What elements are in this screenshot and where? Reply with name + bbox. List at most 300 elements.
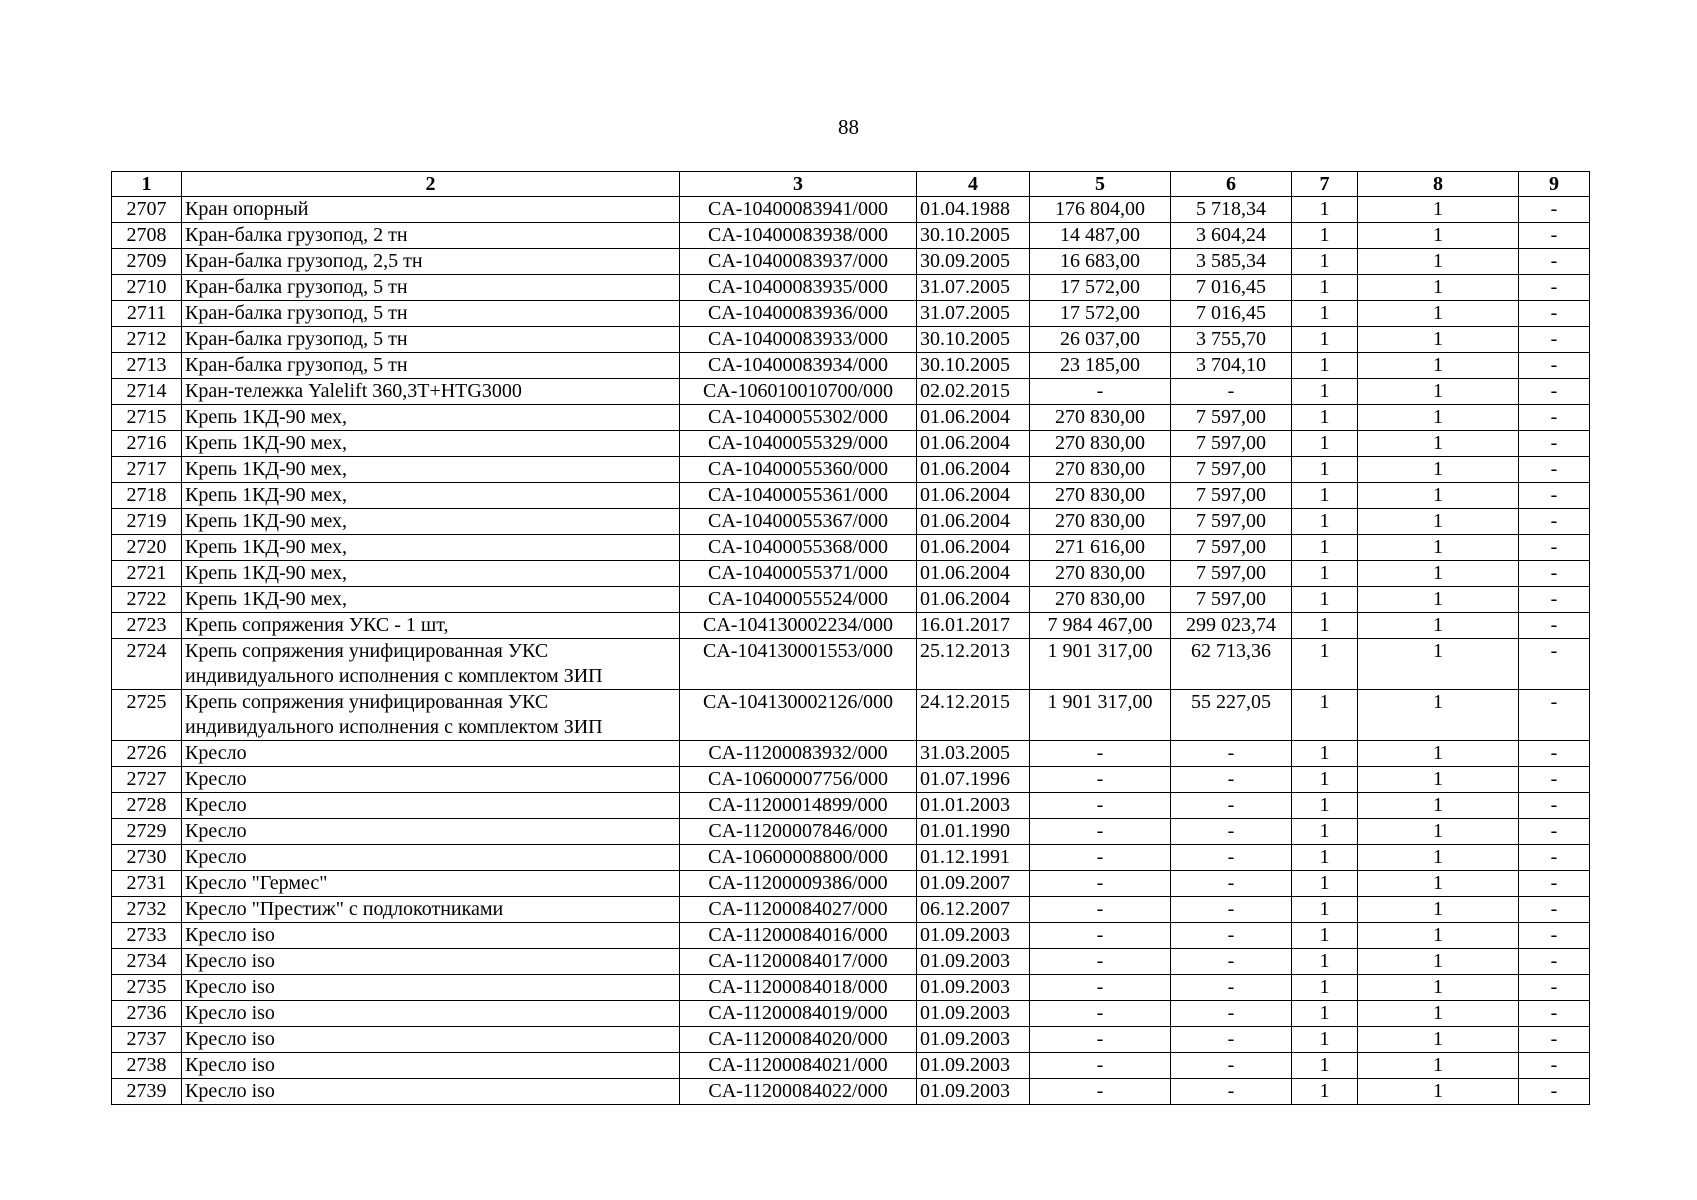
note-cell: - bbox=[1519, 639, 1590, 690]
quantity-cell: 1 bbox=[1292, 535, 1358, 561]
initial-cost-cell: - bbox=[1030, 897, 1171, 923]
note-cell: - bbox=[1519, 483, 1590, 509]
table-row bbox=[112, 405, 1590, 431]
item-name-cell: Кресло bbox=[182, 845, 680, 871]
quantity-confirmed-cell: 1 bbox=[1358, 639, 1519, 690]
residual-cost-cell: 7 597,00 bbox=[1171, 587, 1292, 613]
residual-cost-cell: 3 585,34 bbox=[1171, 249, 1292, 275]
note-cell: - bbox=[1519, 457, 1590, 483]
table-body bbox=[112, 197, 1590, 1105]
quantity-cell: 1 bbox=[1292, 275, 1358, 301]
quantity-cell: 1 bbox=[1292, 405, 1358, 431]
quantity-cell: 1 bbox=[1292, 690, 1358, 741]
inventory-code-cell: CA-11200084018/000 bbox=[680, 975, 917, 1001]
quantity-confirmed-cell: 1 bbox=[1358, 249, 1519, 275]
table-row bbox=[112, 871, 1590, 897]
residual-cost-cell: 3 604,24 bbox=[1171, 223, 1292, 249]
initial-cost-cell: 23 185,00 bbox=[1030, 353, 1171, 379]
residual-cost-cell: - bbox=[1171, 975, 1292, 1001]
residual-cost-cell: - bbox=[1171, 923, 1292, 949]
initial-cost-cell: 16 683,00 bbox=[1030, 249, 1171, 275]
date-cell: 30.10.2005 bbox=[917, 223, 1030, 249]
quantity-confirmed-cell: 1 bbox=[1358, 535, 1519, 561]
initial-cost-cell: - bbox=[1030, 741, 1171, 767]
row-number-cell: 2724 bbox=[112, 639, 182, 690]
residual-cost-cell: 7 597,00 bbox=[1171, 457, 1292, 483]
table-row bbox=[112, 690, 1590, 741]
quantity-cell: 1 bbox=[1292, 1001, 1358, 1027]
quantity-cell: 1 bbox=[1292, 741, 1358, 767]
quantity-confirmed-cell: 1 bbox=[1358, 767, 1519, 793]
residual-cost-cell: - bbox=[1171, 845, 1292, 871]
table-row bbox=[112, 767, 1590, 793]
inventory-code-cell: CA-11200084020/000 bbox=[680, 1027, 917, 1053]
date-cell: 01.09.2003 bbox=[917, 1053, 1030, 1079]
residual-cost-cell: 7 597,00 bbox=[1171, 405, 1292, 431]
page-number: 88 bbox=[838, 115, 859, 139]
quantity-cell: 1 bbox=[1292, 509, 1358, 535]
initial-cost-cell: - bbox=[1030, 949, 1171, 975]
initial-cost-cell: 270 830,00 bbox=[1030, 457, 1171, 483]
table-row bbox=[112, 327, 1590, 353]
note-cell: - bbox=[1519, 741, 1590, 767]
quantity-confirmed-cell: 1 bbox=[1358, 897, 1519, 923]
initial-cost-cell: - bbox=[1030, 1053, 1171, 1079]
initial-cost-cell: 270 830,00 bbox=[1030, 483, 1171, 509]
quantity-cell: 1 bbox=[1292, 949, 1358, 975]
quantity-cell: 1 bbox=[1292, 379, 1358, 405]
row-number-cell: 2723 bbox=[112, 613, 182, 639]
row-number-cell: 2731 bbox=[112, 871, 182, 897]
residual-cost-cell: - bbox=[1171, 819, 1292, 845]
row-number-cell: 2737 bbox=[112, 1027, 182, 1053]
inventory-code-cell: CA-11200084021/000 bbox=[680, 1053, 917, 1079]
quantity-confirmed-cell: 1 bbox=[1358, 923, 1519, 949]
table-row bbox=[112, 223, 1590, 249]
table-row bbox=[112, 301, 1590, 327]
item-name-cell: Крепь 1КД-90 мех, bbox=[182, 431, 680, 457]
inventory-code-cell: CA-10600008800/000 bbox=[680, 845, 917, 871]
inventory-code-cell: CA-10400055524/000 bbox=[680, 587, 917, 613]
date-cell: 01.06.2004 bbox=[917, 561, 1030, 587]
date-cell: 01.09.2003 bbox=[917, 949, 1030, 975]
quantity-confirmed-cell: 1 bbox=[1358, 1027, 1519, 1053]
quantity-confirmed-cell: 1 bbox=[1358, 379, 1519, 405]
inventory-code-cell: CA-11200083932/000 bbox=[680, 741, 917, 767]
row-number-cell: 2707 bbox=[112, 197, 182, 223]
table-row bbox=[112, 1079, 1590, 1105]
table-row bbox=[112, 1053, 1590, 1079]
note-cell: - bbox=[1519, 949, 1590, 975]
table-row bbox=[112, 819, 1590, 845]
row-number-cell: 2708 bbox=[112, 223, 182, 249]
note-cell: - bbox=[1519, 431, 1590, 457]
quantity-cell: 1 bbox=[1292, 457, 1358, 483]
date-cell: 01.06.2004 bbox=[917, 457, 1030, 483]
date-cell: 01.12.1991 bbox=[917, 845, 1030, 871]
row-number-cell: 2729 bbox=[112, 819, 182, 845]
date-cell: 01.06.2004 bbox=[917, 431, 1030, 457]
table-row bbox=[112, 639, 1590, 690]
quantity-confirmed-cell: 1 bbox=[1358, 561, 1519, 587]
initial-cost-cell: 7 984 467,00 bbox=[1030, 613, 1171, 639]
quantity-cell: 1 bbox=[1292, 871, 1358, 897]
table-row bbox=[112, 275, 1590, 301]
date-cell: 01.06.2004 bbox=[917, 535, 1030, 561]
table-row bbox=[112, 975, 1590, 1001]
residual-cost-cell: - bbox=[1171, 1079, 1292, 1105]
date-cell: 01.06.2004 bbox=[917, 509, 1030, 535]
item-name-cell: Кресло iso bbox=[182, 1027, 680, 1053]
date-cell: 01.09.2003 bbox=[917, 1027, 1030, 1053]
initial-cost-cell: - bbox=[1030, 975, 1171, 1001]
inventory-code-cell: CA-10400055329/000 bbox=[680, 431, 917, 457]
inventory-code-cell: CA-104130002234/000 bbox=[680, 613, 917, 639]
quantity-confirmed-cell: 1 bbox=[1358, 197, 1519, 223]
quantity-cell: 1 bbox=[1292, 327, 1358, 353]
note-cell: - bbox=[1519, 1001, 1590, 1027]
row-number-cell: 2715 bbox=[112, 405, 182, 431]
date-cell: 01.06.2004 bbox=[917, 483, 1030, 509]
quantity-confirmed-cell: 1 bbox=[1358, 223, 1519, 249]
quantity-confirmed-cell: 1 bbox=[1358, 327, 1519, 353]
quantity-cell: 1 bbox=[1292, 561, 1358, 587]
table-header bbox=[112, 172, 1590, 197]
row-number-cell: 2721 bbox=[112, 561, 182, 587]
inventory-code-cell: CA-10400083938/000 bbox=[680, 223, 917, 249]
quantity-confirmed-cell: 1 bbox=[1358, 975, 1519, 1001]
note-cell: - bbox=[1519, 690, 1590, 741]
initial-cost-cell: 270 830,00 bbox=[1030, 431, 1171, 457]
row-number-cell: 2728 bbox=[112, 793, 182, 819]
column-header: 3 bbox=[680, 172, 917, 197]
initial-cost-cell: - bbox=[1030, 871, 1171, 897]
note-cell: - bbox=[1519, 327, 1590, 353]
date-cell: 01.09.2003 bbox=[917, 975, 1030, 1001]
residual-cost-cell: 62 713,36 bbox=[1171, 639, 1292, 690]
note-cell: - bbox=[1519, 405, 1590, 431]
item-name-cell: Крепь 1КД-90 мех, bbox=[182, 587, 680, 613]
date-cell: 01.01.2003 bbox=[917, 793, 1030, 819]
item-name-cell: Кран-балка грузопод, 5 тн bbox=[182, 327, 680, 353]
note-cell: - bbox=[1519, 871, 1590, 897]
date-cell: 01.09.2003 bbox=[917, 1001, 1030, 1027]
quantity-confirmed-cell: 1 bbox=[1358, 690, 1519, 741]
residual-cost-cell: 55 227,05 bbox=[1171, 690, 1292, 741]
note-cell: - bbox=[1519, 845, 1590, 871]
item-name-cell: Кран-балка грузопод, 5 тн bbox=[182, 353, 680, 379]
quantity-cell: 1 bbox=[1292, 819, 1358, 845]
initial-cost-cell: - bbox=[1030, 923, 1171, 949]
quantity-confirmed-cell: 1 bbox=[1358, 613, 1519, 639]
date-cell: 01.09.2007 bbox=[917, 871, 1030, 897]
column-header: 7 bbox=[1292, 172, 1358, 197]
table-row bbox=[112, 249, 1590, 275]
item-name-cell: Крепь сопряжения УКС - 1 шт, bbox=[182, 613, 680, 639]
table-row bbox=[112, 535, 1590, 561]
item-name-cell: Кресло bbox=[182, 793, 680, 819]
column-header: 4 bbox=[917, 172, 1030, 197]
residual-cost-cell: - bbox=[1171, 379, 1292, 405]
quantity-cell: 1 bbox=[1292, 639, 1358, 690]
quantity-cell: 1 bbox=[1292, 197, 1358, 223]
table-row bbox=[112, 483, 1590, 509]
date-cell: 31.07.2005 bbox=[917, 275, 1030, 301]
initial-cost-cell: 176 804,00 bbox=[1030, 197, 1171, 223]
note-cell: - bbox=[1519, 1079, 1590, 1105]
inventory-code-cell: CA-11200084027/000 bbox=[680, 897, 917, 923]
quantity-cell: 1 bbox=[1292, 613, 1358, 639]
quantity-confirmed-cell: 1 bbox=[1358, 741, 1519, 767]
initial-cost-cell: - bbox=[1030, 767, 1171, 793]
inventory-code-cell: CA-10400055360/000 bbox=[680, 457, 917, 483]
table-row bbox=[112, 1001, 1590, 1027]
residual-cost-cell: - bbox=[1171, 897, 1292, 923]
table-row bbox=[112, 587, 1590, 613]
asset-table bbox=[111, 171, 1590, 1105]
date-cell: 01.01.1990 bbox=[917, 819, 1030, 845]
item-name-cell: Крепь 1КД-90 мех, bbox=[182, 509, 680, 535]
inventory-code-cell: CA-11200084019/000 bbox=[680, 1001, 917, 1027]
note-cell: - bbox=[1519, 819, 1590, 845]
quantity-confirmed-cell: 1 bbox=[1358, 949, 1519, 975]
note-cell: - bbox=[1519, 197, 1590, 223]
quantity-confirmed-cell: 1 bbox=[1358, 587, 1519, 613]
inventory-code-cell: CA-10400083933/000 bbox=[680, 327, 917, 353]
item-name-cell: Кресло bbox=[182, 741, 680, 767]
initial-cost-cell: - bbox=[1030, 845, 1171, 871]
date-cell: 31.07.2005 bbox=[917, 301, 1030, 327]
quantity-confirmed-cell: 1 bbox=[1358, 509, 1519, 535]
quantity-confirmed-cell: 1 bbox=[1358, 819, 1519, 845]
initial-cost-cell: - bbox=[1030, 819, 1171, 845]
initial-cost-cell: 17 572,00 bbox=[1030, 301, 1171, 327]
initial-cost-cell: 271 616,00 bbox=[1030, 535, 1171, 561]
note-cell: - bbox=[1519, 767, 1590, 793]
inventory-code-cell: CA-10400055368/000 bbox=[680, 535, 917, 561]
inventory-code-cell: CA-10400083934/000 bbox=[680, 353, 917, 379]
quantity-confirmed-cell: 1 bbox=[1358, 793, 1519, 819]
inventory-code-cell: CA-104130001553/000 bbox=[680, 639, 917, 690]
row-number-cell: 2709 bbox=[112, 249, 182, 275]
inventory-code-cell: CA-10400083935/000 bbox=[680, 275, 917, 301]
item-name-cell: Кран-балка грузопод, 5 тн bbox=[182, 275, 680, 301]
note-cell: - bbox=[1519, 561, 1590, 587]
table-row bbox=[112, 457, 1590, 483]
residual-cost-cell: 7 016,45 bbox=[1171, 275, 1292, 301]
inventory-code-cell: CA-10400055371/000 bbox=[680, 561, 917, 587]
item-name-cell: Крепь 1КД-90 мех, bbox=[182, 535, 680, 561]
residual-cost-cell: 7 016,45 bbox=[1171, 301, 1292, 327]
quantity-confirmed-cell: 1 bbox=[1358, 1079, 1519, 1105]
quantity-cell: 1 bbox=[1292, 353, 1358, 379]
quantity-cell: 1 bbox=[1292, 249, 1358, 275]
item-name-cell: Кран-балка грузопод, 2 тн bbox=[182, 223, 680, 249]
row-number-cell: 2727 bbox=[112, 767, 182, 793]
inventory-code-cell: CA-10400083937/000 bbox=[680, 249, 917, 275]
table-row bbox=[112, 197, 1590, 223]
row-number-cell: 2738 bbox=[112, 1053, 182, 1079]
quantity-confirmed-cell: 1 bbox=[1358, 483, 1519, 509]
quantity-cell: 1 bbox=[1292, 587, 1358, 613]
inventory-code-cell: CA-11200009386/000 bbox=[680, 871, 917, 897]
quantity-confirmed-cell: 1 bbox=[1358, 1001, 1519, 1027]
initial-cost-cell: 14 487,00 bbox=[1030, 223, 1171, 249]
note-cell: - bbox=[1519, 509, 1590, 535]
row-number-cell: 2711 bbox=[112, 301, 182, 327]
row-number-cell: 2712 bbox=[112, 327, 182, 353]
quantity-cell: 1 bbox=[1292, 301, 1358, 327]
inventory-code-cell: CA-11200084016/000 bbox=[680, 923, 917, 949]
row-number-cell: 2713 bbox=[112, 353, 182, 379]
item-name-cell: Кресло bbox=[182, 819, 680, 845]
date-cell: 01.06.2004 bbox=[917, 587, 1030, 613]
initial-cost-cell: - bbox=[1030, 379, 1171, 405]
item-name-cell: Кресло iso bbox=[182, 1001, 680, 1027]
quantity-cell: 1 bbox=[1292, 483, 1358, 509]
quantity-confirmed-cell: 1 bbox=[1358, 405, 1519, 431]
note-cell: - bbox=[1519, 1053, 1590, 1079]
note-cell: - bbox=[1519, 535, 1590, 561]
item-name-cell: Кресло "Гермес" bbox=[182, 871, 680, 897]
row-number-cell: 2718 bbox=[112, 483, 182, 509]
initial-cost-cell: 270 830,00 bbox=[1030, 587, 1171, 613]
note-cell: - bbox=[1519, 301, 1590, 327]
inventory-code-cell: CA-11200084022/000 bbox=[680, 1079, 917, 1105]
table-row bbox=[112, 897, 1590, 923]
table-row bbox=[112, 741, 1590, 767]
inventory-code-cell: CA-10400055361/000 bbox=[680, 483, 917, 509]
date-cell: 02.02.2015 bbox=[917, 379, 1030, 405]
table-row bbox=[112, 379, 1590, 405]
quantity-cell: 1 bbox=[1292, 923, 1358, 949]
row-number-cell: 2719 bbox=[112, 509, 182, 535]
quantity-cell: 1 bbox=[1292, 897, 1358, 923]
date-cell: 01.09.2003 bbox=[917, 923, 1030, 949]
item-name-cell: Кран-балка грузопод, 2,5 тн bbox=[182, 249, 680, 275]
note-cell: - bbox=[1519, 793, 1590, 819]
row-number-cell: 2717 bbox=[112, 457, 182, 483]
quantity-confirmed-cell: 1 bbox=[1358, 353, 1519, 379]
inventory-code-cell: CA-11200007846/000 bbox=[680, 819, 917, 845]
inventory-code-cell: CA-10400083936/000 bbox=[680, 301, 917, 327]
note-cell: - bbox=[1519, 353, 1590, 379]
quantity-cell: 1 bbox=[1292, 845, 1358, 871]
initial-cost-cell: 270 830,00 bbox=[1030, 509, 1171, 535]
initial-cost-cell: - bbox=[1030, 1001, 1171, 1027]
residual-cost-cell: 299 023,74 bbox=[1171, 613, 1292, 639]
inventory-code-cell: CA-10400055302/000 bbox=[680, 405, 917, 431]
quantity-confirmed-cell: 1 bbox=[1358, 275, 1519, 301]
initial-cost-cell: 270 830,00 bbox=[1030, 405, 1171, 431]
note-cell: - bbox=[1519, 379, 1590, 405]
residual-cost-cell: 3 755,70 bbox=[1171, 327, 1292, 353]
note-cell: - bbox=[1519, 613, 1590, 639]
item-name-cell: Кресло bbox=[182, 767, 680, 793]
residual-cost-cell: 7 597,00 bbox=[1171, 535, 1292, 561]
date-cell: 31.03.2005 bbox=[917, 741, 1030, 767]
date-cell: 30.10.2005 bbox=[917, 353, 1030, 379]
column-header: 6 bbox=[1171, 172, 1292, 197]
quantity-confirmed-cell: 1 bbox=[1358, 431, 1519, 457]
initial-cost-cell: - bbox=[1030, 1079, 1171, 1105]
residual-cost-cell: 5 718,34 bbox=[1171, 197, 1292, 223]
note-cell: - bbox=[1519, 975, 1590, 1001]
inventory-code-cell: CA-11200014899/000 bbox=[680, 793, 917, 819]
inventory-code-cell: CA-106010010700/000 bbox=[680, 379, 917, 405]
initial-cost-cell: 26 037,00 bbox=[1030, 327, 1171, 353]
row-number-cell: 2739 bbox=[112, 1079, 182, 1105]
item-name-cell: Кресло iso bbox=[182, 949, 680, 975]
inventory-code-cell: CA-10600007756/000 bbox=[680, 767, 917, 793]
row-number-cell: 2730 bbox=[112, 845, 182, 871]
header-row bbox=[112, 172, 1590, 197]
date-cell: 16.01.2017 bbox=[917, 613, 1030, 639]
residual-cost-cell: 7 597,00 bbox=[1171, 431, 1292, 457]
quantity-cell: 1 bbox=[1292, 793, 1358, 819]
date-cell: 01.09.2003 bbox=[917, 1079, 1030, 1105]
table-row bbox=[112, 845, 1590, 871]
column-header: 8 bbox=[1358, 172, 1519, 197]
inventory-code-cell: CA-104130002126/000 bbox=[680, 690, 917, 741]
column-header: 9 bbox=[1519, 172, 1590, 197]
initial-cost-cell: 270 830,00 bbox=[1030, 561, 1171, 587]
note-cell: - bbox=[1519, 275, 1590, 301]
initial-cost-cell: - bbox=[1030, 1027, 1171, 1053]
row-number-cell: 2725 bbox=[112, 690, 182, 741]
item-name-cell: Крепь 1КД-90 мех, bbox=[182, 561, 680, 587]
item-name-cell: Крепь 1КД-90 мех, bbox=[182, 405, 680, 431]
inventory-code-cell: CA-10400055367/000 bbox=[680, 509, 917, 535]
residual-cost-cell: - bbox=[1171, 767, 1292, 793]
quantity-cell: 1 bbox=[1292, 1027, 1358, 1053]
row-number-cell: 2722 bbox=[112, 587, 182, 613]
quantity-cell: 1 bbox=[1292, 767, 1358, 793]
column-header: 2 bbox=[182, 172, 680, 197]
table-row bbox=[112, 613, 1590, 639]
note-cell: - bbox=[1519, 897, 1590, 923]
date-cell: 01.04.1988 bbox=[917, 197, 1030, 223]
residual-cost-cell: 3 704,10 bbox=[1171, 353, 1292, 379]
row-number-cell: 2734 bbox=[112, 949, 182, 975]
quantity-confirmed-cell: 1 bbox=[1358, 301, 1519, 327]
residual-cost-cell: - bbox=[1171, 1001, 1292, 1027]
residual-cost-cell: - bbox=[1171, 741, 1292, 767]
quantity-cell: 1 bbox=[1292, 1079, 1358, 1105]
residual-cost-cell: - bbox=[1171, 871, 1292, 897]
date-cell: 30.09.2005 bbox=[917, 249, 1030, 275]
date-cell: 24.12.2015 bbox=[917, 690, 1030, 741]
item-name-cell: Крепь сопряжения унифицированная УКС индивидуального исполнения с комплектом ЗИП bbox=[182, 639, 680, 690]
date-cell: 06.12.2007 bbox=[917, 897, 1030, 923]
date-cell: 01.07.1996 bbox=[917, 767, 1030, 793]
date-cell: 01.06.2004 bbox=[917, 405, 1030, 431]
column-header: 1 bbox=[112, 172, 182, 197]
quantity-confirmed-cell: 1 bbox=[1358, 1053, 1519, 1079]
quantity-confirmed-cell: 1 bbox=[1358, 845, 1519, 871]
item-name-cell: Кресло iso bbox=[182, 975, 680, 1001]
note-cell: - bbox=[1519, 223, 1590, 249]
item-name-cell: Кран-тележка Yalelift 360,3T+HTG3000 bbox=[182, 379, 680, 405]
quantity-cell: 1 bbox=[1292, 975, 1358, 1001]
note-cell: - bbox=[1519, 923, 1590, 949]
initial-cost-cell: 17 572,00 bbox=[1030, 275, 1171, 301]
table-row bbox=[112, 353, 1590, 379]
table-row bbox=[112, 431, 1590, 457]
inventory-code-cell: CA-11200084017/000 bbox=[680, 949, 917, 975]
row-number-cell: 2735 bbox=[112, 975, 182, 1001]
table-row bbox=[112, 923, 1590, 949]
